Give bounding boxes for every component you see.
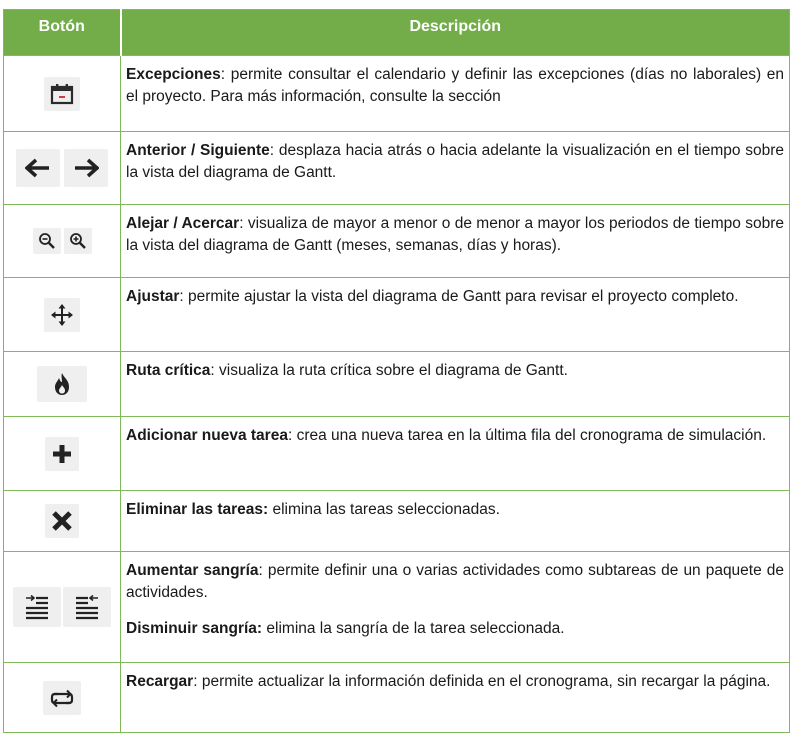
arrow-left-icon[interactable] <box>16 149 60 187</box>
term: Eliminar las tareas: <box>126 501 269 518</box>
zoom-in-icon[interactable] <box>64 228 92 254</box>
description-text: desplaza hacia atrás o hacia adelante la visualización en el tiempo sobre la vista del diagrama de Gantt. <box>126 142 784 181</box>
table-row <box>4 278 790 352</box>
description-cell: Excepciones: permite consultar el calendario y definir las excepciones (días no laborales) en el proyecto. Para más información, consulte la sección <box>121 56 790 132</box>
description-text: permite definir una o varias actividades como subtareas de un paquete de actividades. <box>126 562 784 601</box>
description-cell: Ajustar: permite ajustar la vista del diagrama de Gantt para revisar el proyecto completo. <box>121 278 790 352</box>
reload-icon[interactable] <box>43 681 81 715</box>
button-cell <box>4 663 121 733</box>
description-text: permite actualizar la información definida en el cronograma, sin recargar la página. <box>197 673 771 690</box>
button-cell <box>4 56 121 132</box>
description-cell: Ruta crítica: visualiza la ruta crítica sobre el diagrama de Gantt. <box>121 352 790 417</box>
term: Ajustar <box>126 288 180 305</box>
button-cell <box>4 132 121 205</box>
term: Ruta crítica <box>126 362 211 379</box>
button-cell <box>4 417 121 491</box>
table-row <box>4 56 790 132</box>
button-cell <box>4 205 121 278</box>
table-row <box>4 352 790 417</box>
button-cell <box>4 491 121 552</box>
table-row <box>4 417 790 491</box>
button-cell <box>4 552 121 663</box>
fire-icon[interactable] <box>37 366 87 402</box>
term: Adicionar nueva tarea <box>126 427 288 444</box>
button-cell <box>4 278 121 352</box>
table-row <box>4 663 790 733</box>
description-cell <box>121 491 790 552</box>
description-text: permite ajustar la vista del diagrama de Gantt para revisar el proyecto completo. <box>183 288 739 305</box>
move-arrows-icon[interactable] <box>44 298 80 332</box>
close-x-icon[interactable] <box>45 504 79 538</box>
description-cell: Adicionar nueva tarea: crea una nueva tarea en la última fila del cronograma de simulación. <box>121 417 790 491</box>
header-boton: Botón <box>4 10 121 56</box>
indent-icon[interactable] <box>13 587 61 627</box>
table-row <box>4 132 790 205</box>
plus-icon[interactable] <box>45 437 79 471</box>
description-text: visualiza de mayor a menor o de menor a mayor los periodos de tiempo sobre la vista del diagrama de Gantt (meses, semanas, días y horas). <box>126 215 784 254</box>
description-text: elimina la sangría de la tarea seleccionada. <box>262 620 565 637</box>
description-text: visualiza la ruta crítica sobre el diagrama de Gantt. <box>214 362 568 379</box>
outdent-icon[interactable] <box>63 587 111 627</box>
zoom-out-icon[interactable] <box>33 228 61 254</box>
header-descripcion: Descripción <box>121 10 790 56</box>
paragraph: Aumentar sangría: permite definir una o varias actividades como subtareas de un paquete de actividades. <box>126 562 784 601</box>
buttons-table <box>3 9 790 733</box>
term: Excepciones <box>126 66 221 83</box>
paragraph <box>126 618 784 640</box>
term: Disminuir sangría: <box>126 620 263 637</box>
table-row <box>4 491 790 552</box>
term: Recargar <box>126 673 194 690</box>
arrow-right-icon[interactable] <box>64 149 108 187</box>
description-text: crea una nueva tarea en la última fila del cronograma de simulación. <box>292 427 767 444</box>
description-cell: Recargar: permite actualizar la información definida en el cronograma, sin recargar la página. <box>121 663 790 733</box>
table-row <box>4 205 790 278</box>
term: Anterior / Siguiente <box>126 142 270 159</box>
description-cell <box>121 552 790 663</box>
term: Aumentar sangría <box>126 562 259 579</box>
button-cell <box>4 352 121 417</box>
description-cell: Alejar / Acercar: visualiza de mayor a menor o de menor a mayor los periodos de tiempo sobre la vista del diagrama de Gantt (meses, semanas, días y horas). <box>121 205 790 278</box>
description-text: elimina las tareas seleccionadas. <box>268 501 500 518</box>
table-row <box>4 552 790 663</box>
header-row <box>4 10 790 56</box>
description-cell: Anterior / Siguiente: desplaza hacia atrás o hacia adelante la visualización en el tiempo sobre la vista del diagrama de Gantt. <box>121 132 790 205</box>
term: Alejar / Acercar <box>126 215 240 232</box>
description-text: permite consultar el calendario y definir las excepciones (días no laborales) en el proyecto. Para más información, consulte la sección <box>126 66 784 105</box>
calendar-icon[interactable] <box>44 77 80 111</box>
